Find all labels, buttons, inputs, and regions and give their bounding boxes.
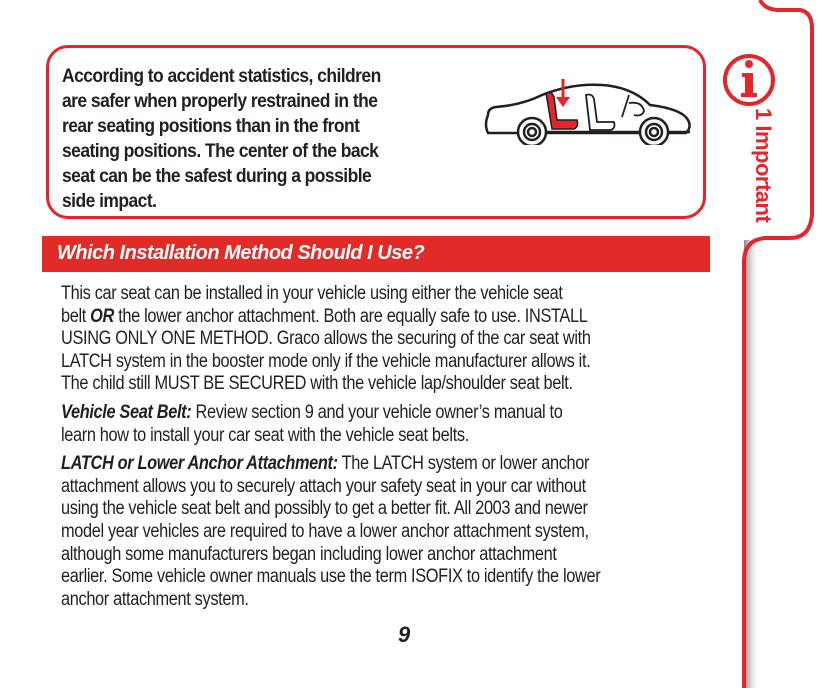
paragraph-title: LATCH or Lower Anchor Attachment: bbox=[61, 453, 338, 475]
text-line: This car seat can be installed in your vehicle using either the vehicle seat bbox=[61, 283, 563, 304]
text-line bbox=[61, 306, 600, 329]
callout-line: side impact. bbox=[62, 191, 157, 212]
callout-line: According to accident statistics, children bbox=[62, 66, 381, 87]
section-tab-text: 1 Important bbox=[751, 108, 776, 223]
callout-line: rear seating positions than in the front bbox=[62, 116, 360, 137]
section-tab-label[interactable] bbox=[738, 108, 778, 238]
text: belt bbox=[61, 305, 91, 327]
paragraph-seat-belt bbox=[61, 402, 688, 447]
paragraph-latch bbox=[61, 453, 688, 611]
text-line: using the vehicle seat belt and possibly to get a better fit. All 2003 and newer bbox=[61, 498, 588, 520]
paragraph-installation bbox=[61, 283, 688, 396]
section-heading-text: Which Installation Method Should I Use? bbox=[57, 242, 425, 264]
text-line: earlier. Some vehicle owner manuals use the term ISOFIX to identify the lower bbox=[61, 566, 601, 588]
text-line: LATCH system in the booster mode only if the vehicle manufacturer allows it. bbox=[61, 350, 591, 372]
text-line: USING ONLY ONE METHOD. Graco allows the securing of the car seat with bbox=[61, 328, 591, 350]
callout-line: are safer when properly restrained in the bbox=[62, 91, 378, 112]
text: the lower anchor attachment. Both are equally safe to use. INSTALL bbox=[113, 305, 588, 327]
emphasis: OR bbox=[90, 305, 114, 327]
car-rear-seat-illustration bbox=[482, 75, 702, 145]
callout-text bbox=[62, 64, 408, 214]
callout-line: seating positions. The center of the back bbox=[62, 141, 379, 162]
text: Review section 9 and your vehicle owner’s manual to bbox=[191, 401, 563, 423]
text-line: anchor attachment system. bbox=[61, 588, 249, 610]
page-number: 9 bbox=[398, 622, 411, 647]
text-line: learn how to install your car seat with the vehicle seat belts. bbox=[61, 424, 469, 446]
paragraph-title: Vehicle Seat Belt: bbox=[61, 401, 192, 423]
callout-line: seat can be the safest during a possible bbox=[62, 166, 372, 187]
body-text bbox=[61, 283, 688, 617]
text: The LATCH system or lower anchor bbox=[337, 453, 590, 475]
text-line bbox=[61, 453, 600, 476]
text-line: attachment allows you to securely attach your safety seat in your car without bbox=[61, 475, 586, 497]
info-icon bbox=[725, 56, 773, 104]
text-line bbox=[61, 402, 600, 425]
text-line: model year vehicles are required to have a lower anchor attachment system, bbox=[61, 520, 589, 542]
text-line: although some manufacturers began including lower anchor attachment bbox=[61, 543, 557, 565]
section-heading bbox=[42, 236, 710, 272]
text-line: The child still MUST BE SECURED with the vehicle lap/shoulder seat belt. bbox=[61, 373, 573, 395]
